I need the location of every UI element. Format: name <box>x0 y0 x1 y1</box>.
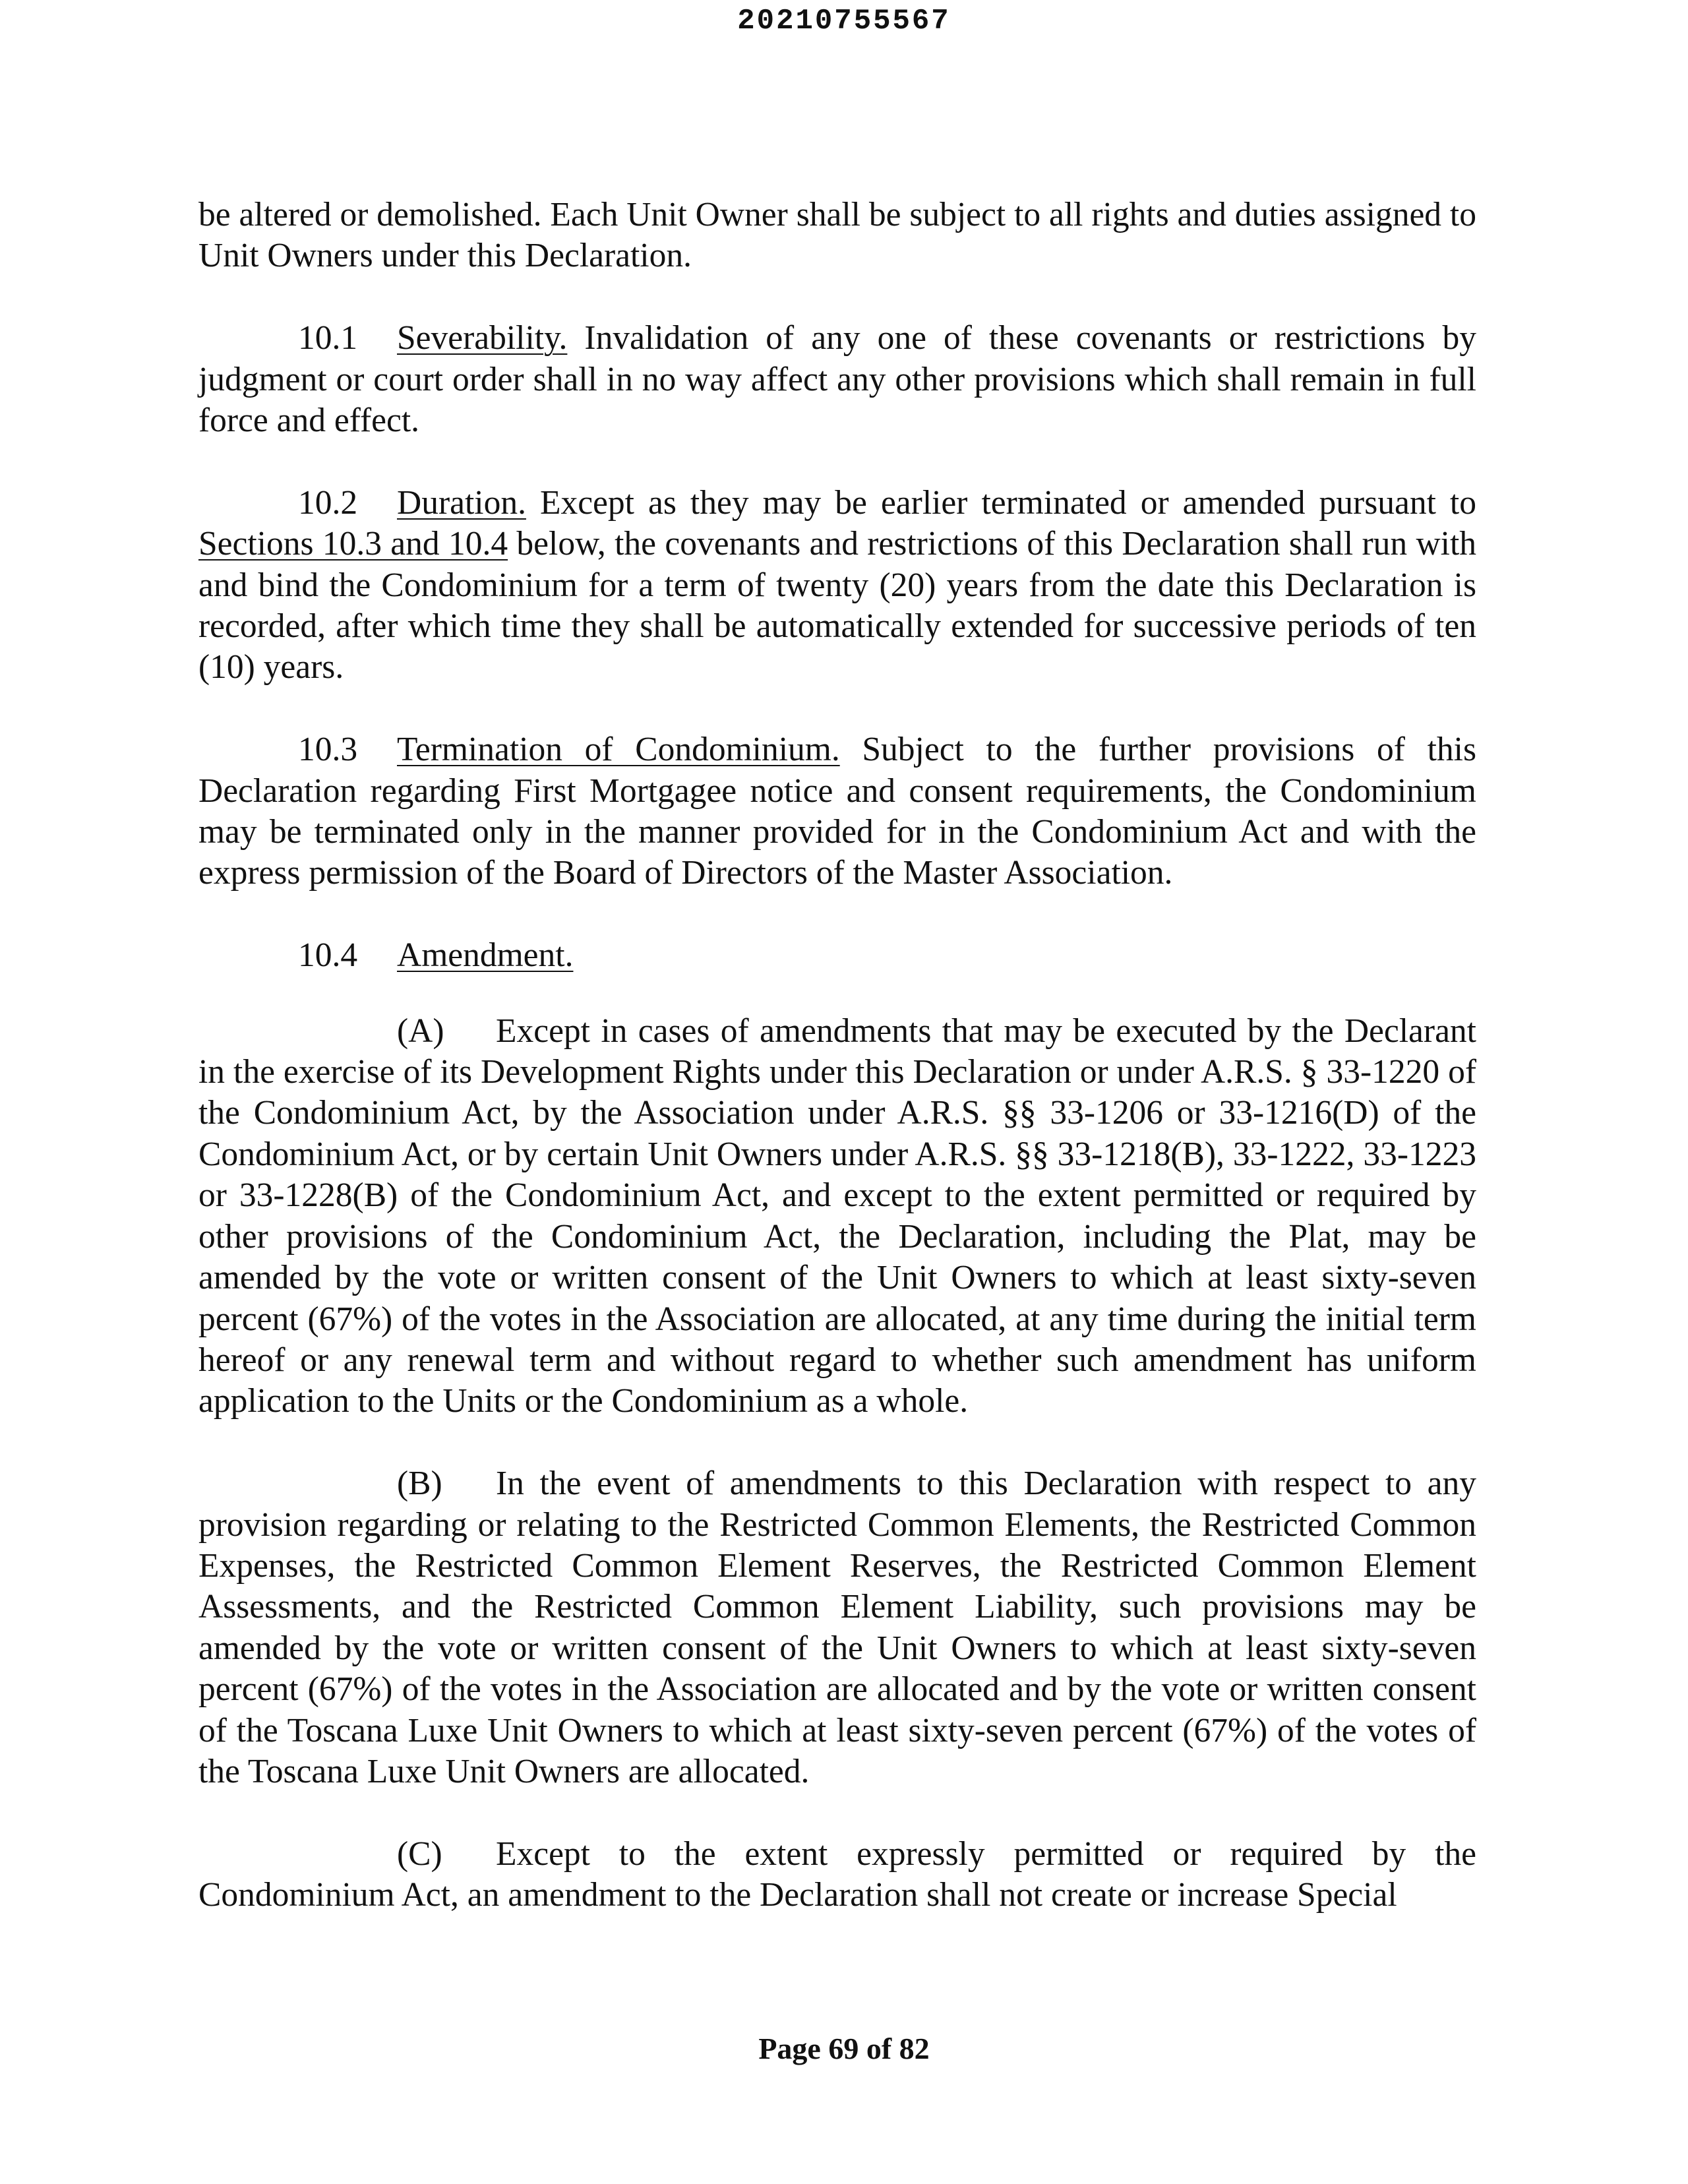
section-10-3 <box>198 729 1476 894</box>
subsection-text: Except to the extent expressly permitted or required by the Condominium Act, an amendment to the Declaration shall not create or increase Special <box>198 1835 1476 1914</box>
subsection-c <box>198 1834 1476 1916</box>
section-10-1 <box>198 318 1476 441</box>
section-number: 10.2 <box>298 483 358 522</box>
section-reference: Sections 10.3 and 10.4 <box>198 525 508 563</box>
subsection-a <box>198 1011 1476 1422</box>
subsection-label: (C) <box>397 1835 442 1873</box>
document-body <box>198 195 1476 1916</box>
subsection-text: Except in cases of amendments that may be executed by the Declarant in the exercise of its Development Rights under this Declaration or under A.R.S. § 33-1220 of the Condominium Act, by the Association under A.R.S. §§ 33-1206 or 33-1216(D) of the Condominium Act, or by certain Unit Owners under A.R.S. §§ 33-1218(B), 33-1222, 33-1223 or 33-1228(B) of the Condominium Act, and except to the extent permitted or required by other provisions of the Condominium Act, the Declaration, including the Plat, may be amended by the vote or written consent of the Unit Owners to which at least sixty-seven percent (67%) of the votes in the Association are allocated, at any time during the initial term hereof or any renewal term and without regard to whether such amendment has uniform application to the Units or the Condominium as a whole. <box>198 1012 1476 1420</box>
subsection-text: In the event of amendments to this Declaration with respect to any provision regarding or relating to the Restricted Common Elements, the Restricted Common Expenses, the Restricted Common Element Reserves, the Restricted Common Element Assessments, and the Restricted Common Element Liability, such provisions may be amended by the vote or written consent of the Unit Owners to which at least sixty-seven percent (67%) of the votes in the Association are allocated and by the vote or written consent of the Toscana Luxe Unit Owners to which at least sixty-seven percent (67%) of the votes of the Toscana Luxe Unit Owners are allocated. <box>198 1465 1476 1790</box>
section-number: 10.4 <box>298 936 358 975</box>
section-number: 10.1 <box>298 319 358 357</box>
section-text: below, the covenants and restrictions of this Declaration shall run with and bind the Condominium for a term of twenty (20) years from the date this Declaration is recorded, after which time they shall be automatically extended for successive periods of ten (10) years. <box>198 525 1477 686</box>
section-heading: Severability. <box>397 319 568 357</box>
section-10-2 <box>198 483 1476 688</box>
document-number: 20210755567 <box>737 5 951 38</box>
section-heading: Termination of Condominium. <box>397 731 840 769</box>
section-text: Except as they may be earlier terminated or amended pursuant to <box>526 483 1476 522</box>
subsection-b <box>198 1463 1476 1792</box>
section-text: Invalidation of any one of these covenants or restrictions by judgment or court order shall in no way affect any other provisions which shall remain in full force and effect. <box>198 319 1476 440</box>
section-number: 10.3 <box>298 731 358 769</box>
section-10-4 <box>198 935 1476 976</box>
section-text: Subject to the further provisions of this Declaration regarding First Mortgagee notice and consent requirements, the Condominium may be terminated only in the manner provided for in the Condominium Act and with the express permission of the Board of Directors of the Master Association. <box>198 731 1476 892</box>
section-heading: Amendment. <box>397 936 574 975</box>
subsection-label: (B) <box>397 1465 442 1503</box>
subsection-label: (A) <box>397 1012 444 1050</box>
page-number: Page 69 of 82 <box>758 2032 930 2065</box>
section-heading: Duration. <box>397 483 526 522</box>
carryover-paragraph: be altered or demolished. Each Unit Owner shall be subject to all rights and duties assigned to Unit Owners under this Declaration. <box>198 196 1476 275</box>
